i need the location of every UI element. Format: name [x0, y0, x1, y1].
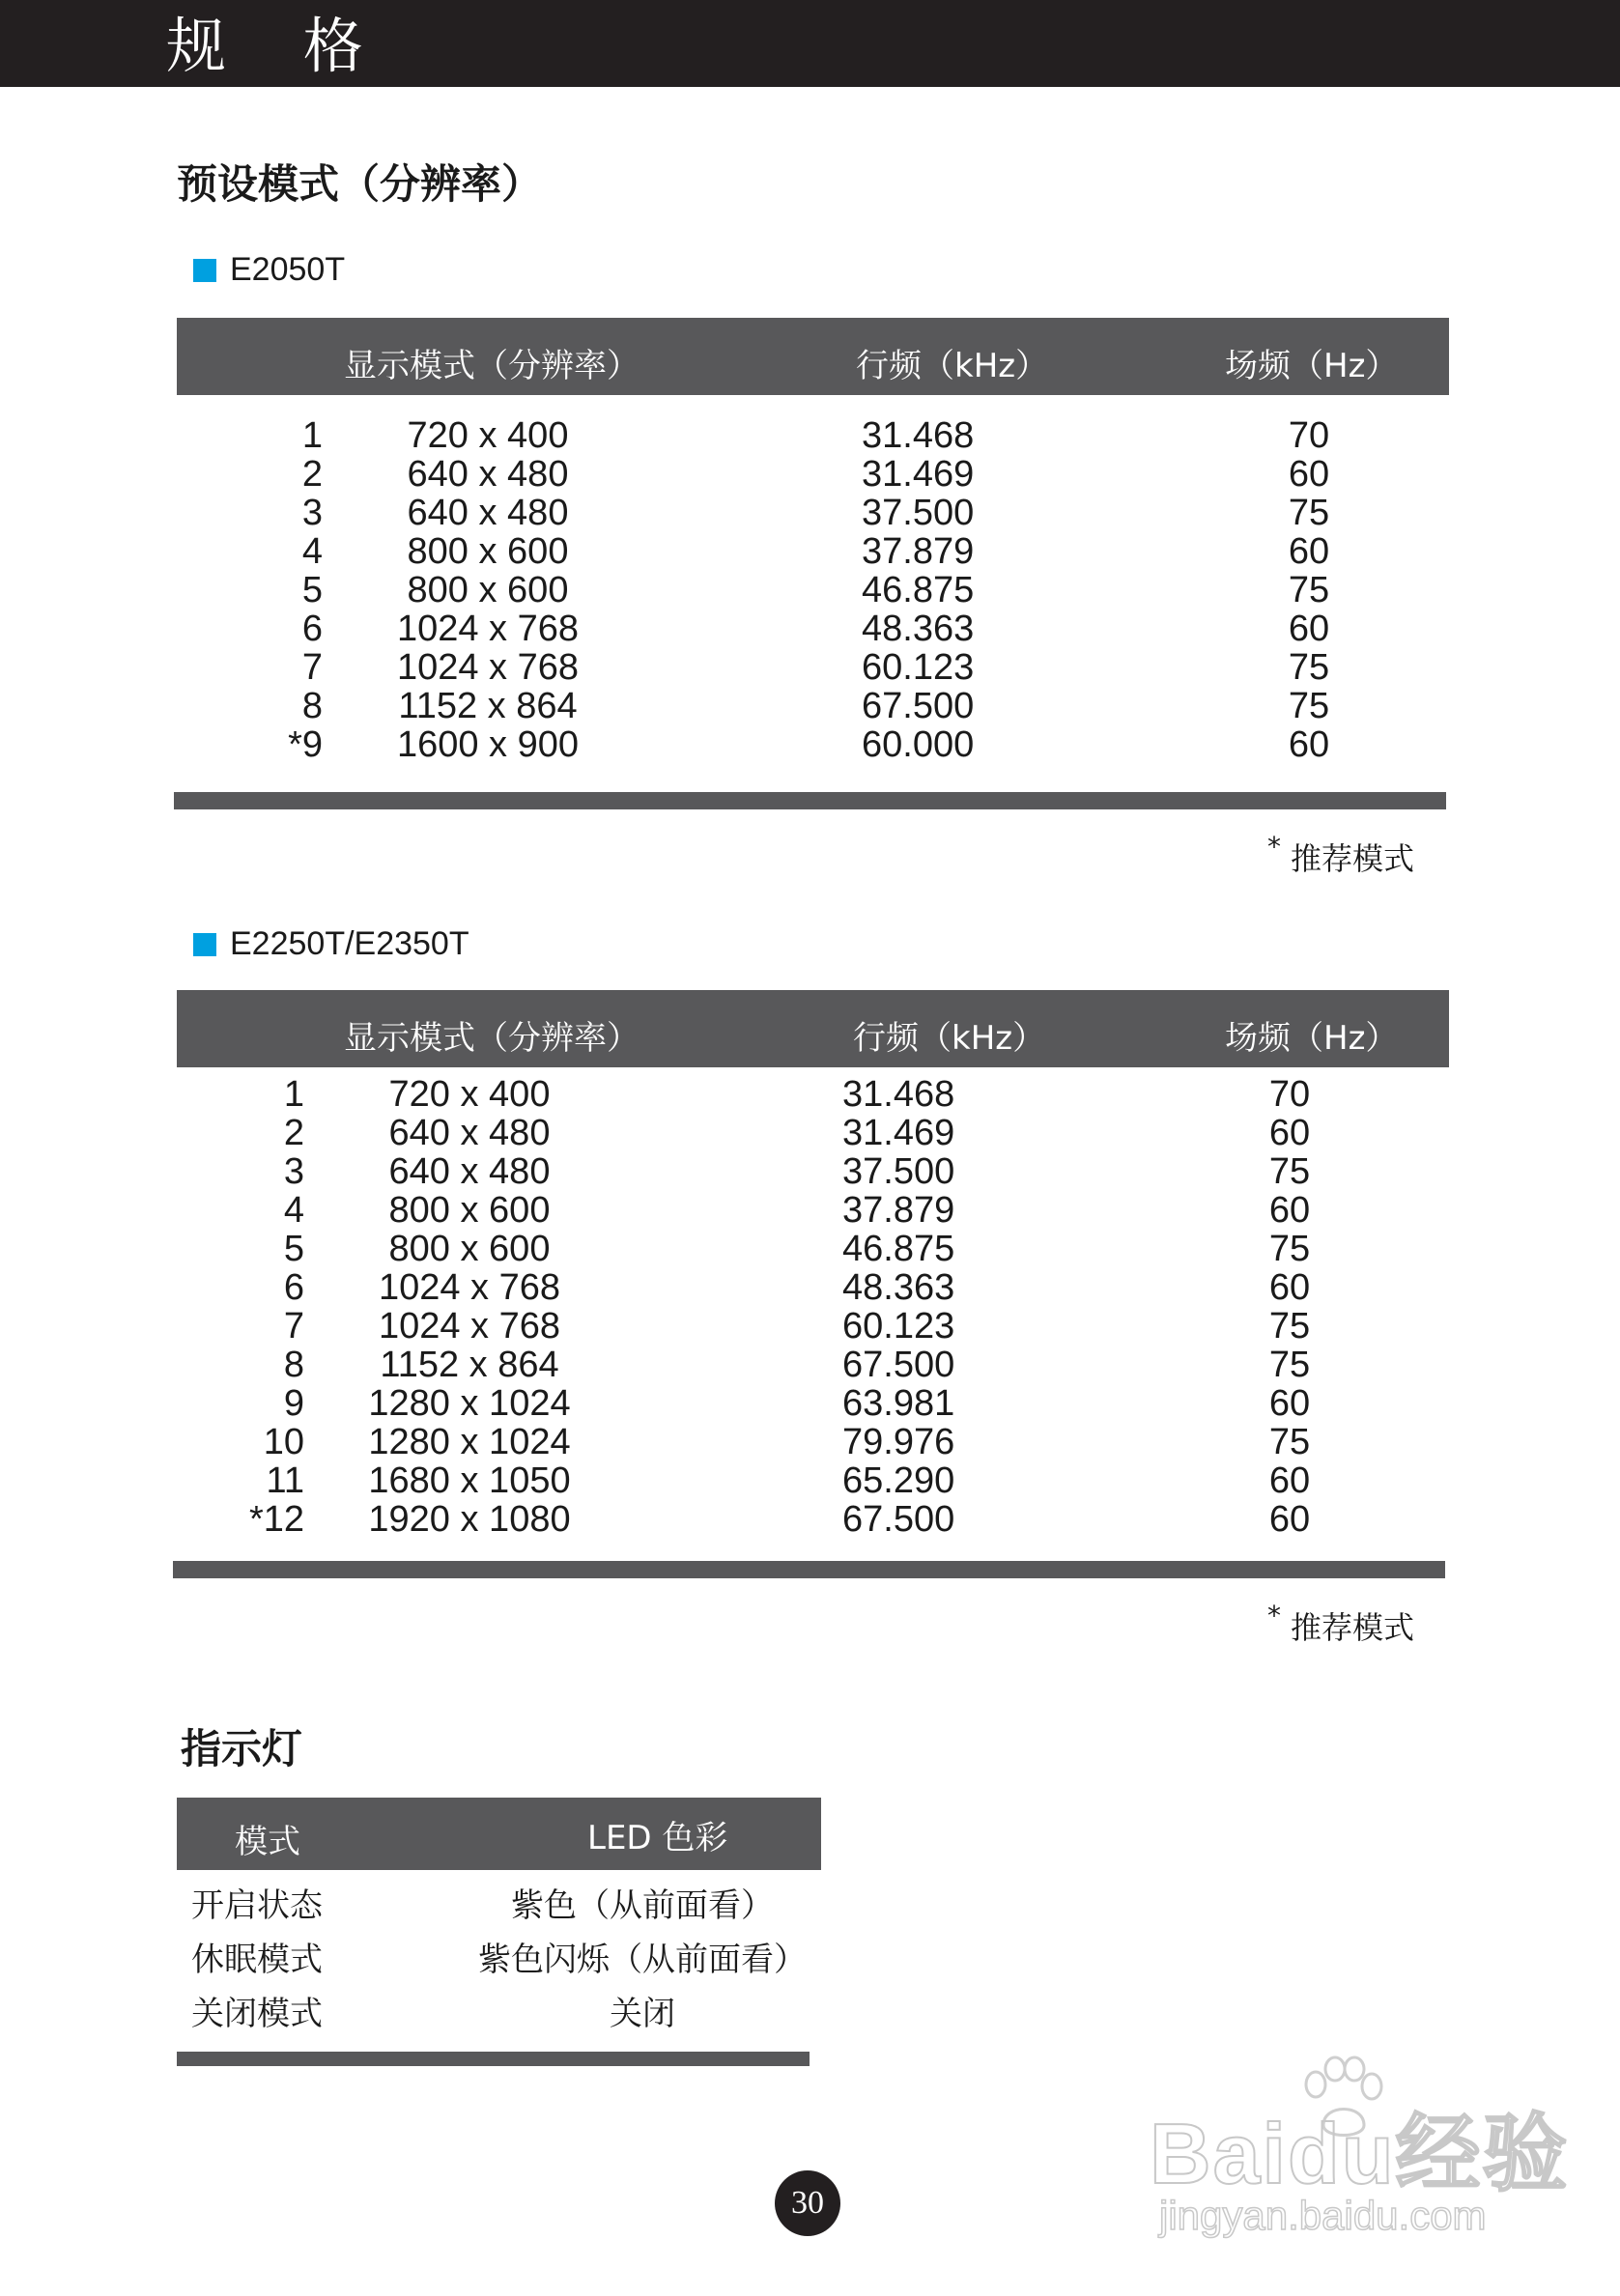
cell-vfreq: 75 — [1268, 1345, 1311, 1385]
table-row — [0, 571, 1620, 609]
table-row — [0, 1114, 1620, 1152]
cell-index: 4 — [283, 1190, 304, 1231]
cell-vfreq: 70 — [1268, 1074, 1311, 1115]
cell-resolution: 1152 x 864 — [398, 686, 578, 726]
cell-vfreq: 60 — [1288, 724, 1330, 765]
cell-hfreq: 31.469 — [862, 454, 975, 495]
table-row — [0, 1191, 1620, 1230]
cell-led-color: 关闭 — [610, 1995, 675, 2033]
col-led-color-header: LED 色彩 — [587, 1819, 728, 1857]
cell-resolution: 1600 x 900 — [396, 724, 580, 765]
cell-index: 11 — [266, 1460, 304, 1501]
cell-hfreq: 60.123 — [842, 1306, 955, 1346]
table-row — [0, 1423, 1620, 1461]
cell-hfreq: 37.500 — [842, 1151, 955, 1192]
cell-resolution: 1920 x 1080 — [368, 1499, 571, 1540]
watermark-url: jingyan.baidu.com — [1159, 2193, 1487, 2238]
cell-led-mode: 开启状态 — [191, 1886, 323, 1925]
cell-vfreq: 60 — [1268, 1460, 1311, 1501]
cell-hfreq: 60.123 — [862, 647, 975, 688]
cell-hfreq: 60.000 — [862, 724, 975, 765]
section-title-preset: 预设模式（分辨率） — [177, 160, 543, 208]
cell-hfreq: 63.981 — [842, 1383, 955, 1424]
cell-resolution: 720 x 400 — [388, 1074, 551, 1115]
cell-resolution: 1024 x 768 — [396, 609, 580, 649]
cell-vfreq: 60 — [1268, 1267, 1311, 1308]
cell-hfreq: 31.469 — [842, 1113, 955, 1153]
col-hfreq-header: 行频（kHz） — [853, 1019, 1046, 1058]
cell-index: 8 — [301, 686, 323, 726]
cell-resolution: 1024 x 768 — [378, 1306, 561, 1346]
cell-led-mode: 休眠模式 — [191, 1941, 323, 1979]
table-row — [0, 725, 1620, 764]
cell-vfreq: 75 — [1268, 1422, 1311, 1462]
table-row — [0, 1933, 869, 1987]
table2-body — [0, 1075, 1620, 1539]
table2-header — [177, 990, 1449, 1067]
cell-vfreq: 75 — [1288, 570, 1330, 610]
table-row — [0, 1987, 869, 2041]
table-row — [0, 1307, 1620, 1346]
cell-index: 1 — [283, 1074, 304, 1115]
cell-resolution: 800 x 600 — [388, 1229, 551, 1269]
table2-bottom-rule — [173, 1561, 1445, 1578]
cell-hfreq: 31.468 — [842, 1074, 955, 1115]
cell-hfreq: 67.500 — [842, 1345, 955, 1385]
cell-index: 7 — [283, 1306, 304, 1346]
cell-index: 3 — [301, 493, 323, 533]
page-number: 30 — [775, 2170, 840, 2236]
cell-hfreq: 46.875 — [862, 570, 975, 610]
led-table-body — [0, 1879, 869, 2041]
table1-body — [0, 416, 1620, 764]
cell-hfreq: 31.468 — [862, 415, 975, 456]
cell-hfreq: 48.363 — [862, 609, 975, 649]
cell-index: 8 — [283, 1345, 304, 1385]
watermark-brand: Baidu经验 — [1150, 2106, 1570, 2201]
cell-index: 2 — [283, 1113, 304, 1153]
cell-vfreq: 60 — [1268, 1499, 1311, 1540]
table-row — [0, 455, 1620, 494]
table1-header — [177, 318, 1449, 395]
cell-hfreq: 79.976 — [842, 1422, 955, 1462]
col-mode-header: 显示模式（分辨率） — [344, 347, 639, 385]
cell-vfreq: 75 — [1268, 1306, 1311, 1346]
table-row — [0, 1384, 1620, 1423]
cell-hfreq: 37.879 — [862, 531, 975, 572]
header-bar — [0, 0, 1620, 87]
cell-vfreq: 60 — [1288, 531, 1330, 572]
table-row — [0, 687, 1620, 725]
cell-index: 10 — [263, 1422, 304, 1462]
table-row — [0, 532, 1620, 571]
cell-index: 2 — [301, 454, 323, 495]
table-row — [0, 1152, 1620, 1191]
cell-hfreq: 67.500 — [842, 1499, 955, 1540]
cell-resolution: 800 x 600 — [407, 531, 569, 572]
table-row — [0, 1075, 1620, 1114]
cell-resolution: 800 x 600 — [407, 570, 569, 610]
table1-bottom-rule — [174, 792, 1446, 809]
recommended-note-1: * 推荐模式 — [1267, 831, 1415, 877]
led-table-bottom-rule — [177, 2052, 810, 2066]
cell-vfreq: 75 — [1268, 1229, 1311, 1269]
cell-index: 6 — [283, 1267, 304, 1308]
model-label-e2250t: E2250T/E2350T — [193, 925, 469, 963]
cell-index: 5 — [301, 570, 323, 610]
cell-resolution: 800 x 600 — [388, 1190, 551, 1231]
cell-vfreq: 75 — [1288, 493, 1330, 533]
cell-vfreq: 60 — [1288, 609, 1330, 649]
section-title-led: 指示灯 — [181, 1725, 303, 1772]
cell-resolution: 720 x 400 — [407, 415, 569, 456]
table-row — [0, 494, 1620, 532]
col-vfreq-header: 场频（Hz） — [1225, 347, 1399, 385]
baidu-watermark — [1150, 2048, 1570, 2241]
col-hfreq-header: 行频（kHz） — [856, 347, 1049, 385]
cell-vfreq: 60 — [1268, 1113, 1311, 1153]
cell-vfreq: 75 — [1288, 647, 1330, 688]
table-row — [0, 1346, 1620, 1384]
cell-hfreq: 37.879 — [842, 1190, 955, 1231]
table-row — [0, 648, 1620, 687]
cell-hfreq: 65.290 — [842, 1460, 955, 1501]
cell-index: 3 — [283, 1151, 304, 1192]
cell-led-mode: 关闭模式 — [191, 1995, 323, 2033]
cell-index: 6 — [301, 609, 323, 649]
table-row — [0, 1230, 1620, 1268]
cell-vfreq: 75 — [1288, 686, 1330, 726]
cell-resolution: 1280 x 1024 — [368, 1422, 571, 1462]
cell-hfreq: 48.363 — [842, 1267, 955, 1308]
cell-resolution: 1280 x 1024 — [368, 1383, 571, 1424]
cell-index: 9 — [283, 1383, 304, 1424]
cell-vfreq: 70 — [1288, 415, 1330, 456]
cell-index: *9 — [288, 724, 323, 765]
cell-resolution: 640 x 480 — [407, 493, 569, 533]
col-mode-header: 显示模式（分辨率） — [344, 1019, 639, 1058]
cell-index: 1 — [301, 415, 323, 456]
cell-index: 7 — [301, 647, 323, 688]
table-row — [0, 1461, 1620, 1500]
cell-index: 5 — [283, 1229, 304, 1269]
col-led-mode-header: 模式 — [235, 1823, 300, 1861]
table-row — [0, 416, 1620, 455]
table-row — [0, 609, 1620, 648]
cell-resolution: 640 x 480 — [388, 1113, 551, 1153]
cell-resolution: 1680 x 1050 — [368, 1460, 571, 1501]
cell-led-color: 紫色闪烁（从前面看） — [478, 1941, 807, 1979]
cell-resolution: 1024 x 768 — [396, 647, 580, 688]
cell-index: 4 — [301, 531, 323, 572]
cell-resolution: 1024 x 768 — [378, 1267, 561, 1308]
cell-hfreq: 37.500 — [862, 493, 975, 533]
col-vfreq-header: 场频（Hz） — [1225, 1019, 1399, 1058]
cell-resolution: 1152 x 864 — [380, 1345, 559, 1385]
led-table-header — [177, 1798, 821, 1870]
cell-vfreq: 75 — [1268, 1151, 1311, 1192]
cell-led-color: 紫色（从前面看） — [511, 1886, 774, 1925]
table-row — [0, 1879, 869, 1933]
recommended-note-2: * 推荐模式 — [1267, 1600, 1415, 1646]
cell-hfreq: 46.875 — [842, 1229, 955, 1269]
cell-vfreq: 60 — [1288, 454, 1330, 495]
cell-hfreq: 67.500 — [862, 686, 975, 726]
table-row — [0, 1268, 1620, 1307]
bullet-square-icon — [193, 259, 216, 282]
cell-vfreq: 60 — [1268, 1383, 1311, 1424]
cell-resolution: 640 x 480 — [388, 1151, 551, 1192]
cell-resolution: 640 x 480 — [407, 454, 569, 495]
bullet-square-icon — [193, 933, 216, 956]
model-label-e2050t: E2050T — [193, 251, 345, 289]
cell-index: *12 — [248, 1499, 304, 1540]
page-title: 规 格 — [166, 11, 392, 81]
cell-vfreq: 60 — [1268, 1190, 1311, 1231]
table-row — [0, 1500, 1620, 1539]
